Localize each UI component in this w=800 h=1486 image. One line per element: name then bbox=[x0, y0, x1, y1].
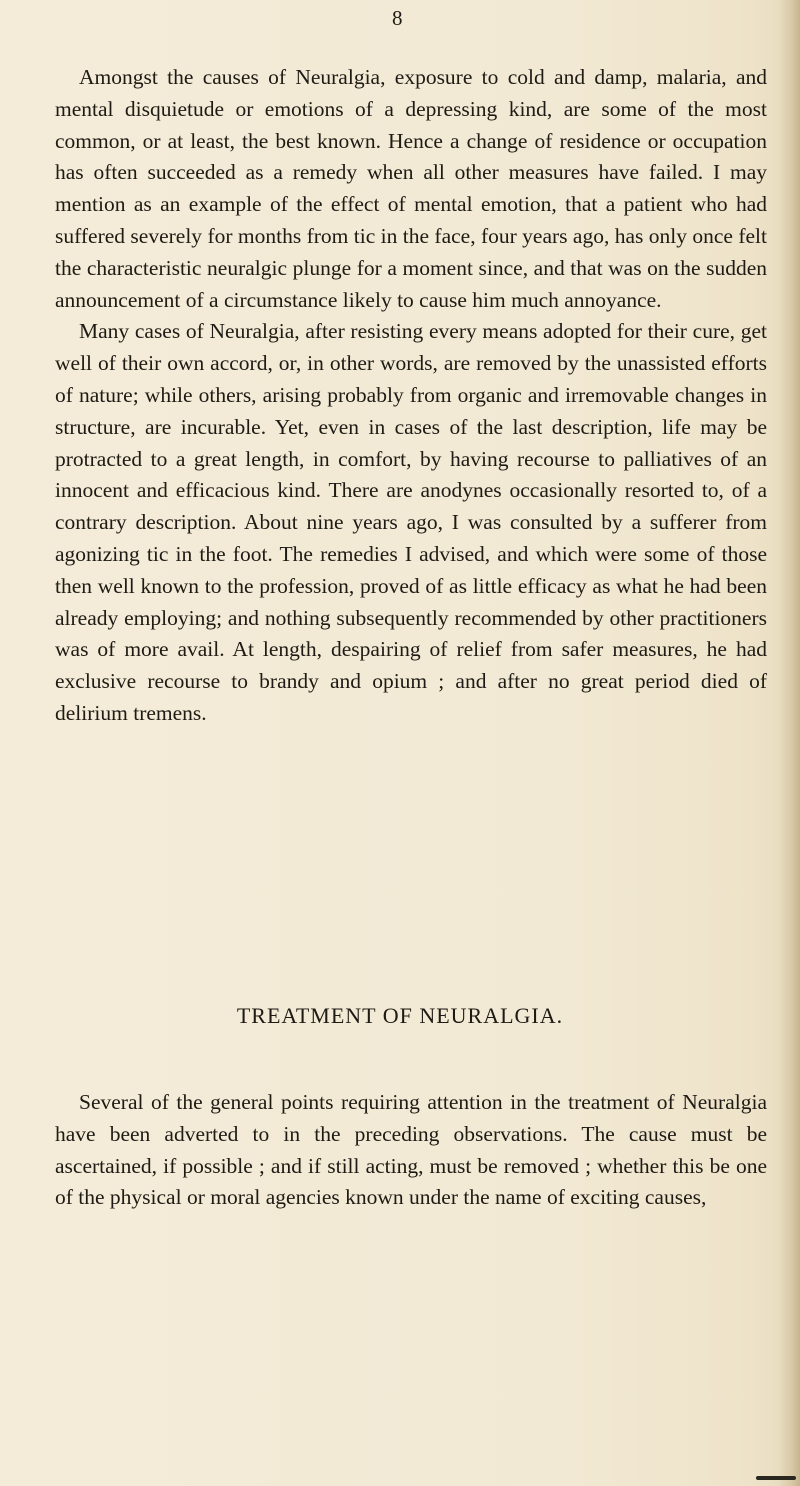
paragraph-treatment: Several of the general points requiring attention in the treatment of Neuralgia have been adverted to in the preceding observations. The cause must be ascertained, if possible ; and if still acting, must be removed ; whether this be one of the physical or moral agencies known under the name of exciting causes, bbox=[55, 1090, 767, 1210]
paragraph-cases: Many cases of Neuralgia, after resisting every means adopted for their cure, get well of their own accord, or, in other words, are removed by the unassisted efforts of nature; while others, arising probably from organic and irremovable changes in structure, are incurable. Yet, even in cases of the last description, life may be protracted to a great length, in comfort, by having recourse to palliatives of an innocent and efficacious kind. There are anodynes occasionally resorted to, of a contrary description. About nine years ago, I was consulted by a sufferer from agonizing tic in the foot. The remedies I advised, and which were some of those then well known to the profession, proved of as little efficacy as what he had been already employing; and nothing subsequently recommended by other practitioners was of more avail. At length, despairing of relief from safer measures, he had exclusive recourse to brandy and opium ; and after no great period died of delirium tremens. bbox=[55, 319, 767, 725]
paragraph-causes: Amongst the causes of Neuralgia, exposure to cold and damp, malaria, and mental disquietude or emotions of a depressing kind, are some of the most common, or at least, the best known. Hence a change of residence or occupation has often succeeded as a remedy when all other measures have failed. I may mention as an example of the effect of mental emotion, that a patient who had suffered severely for months from tic in the face, four years ago, has only once felt the characteristic neuralgic plunge for a moment since, and that was on the sudden announcement of a circumstance likely to cause him much annoyance. bbox=[55, 65, 767, 312]
corner-mark bbox=[756, 1476, 796, 1480]
section-heading: TREATMENT OF NEURALGIA. bbox=[236, 1003, 564, 1028]
body-text-top bbox=[55, 62, 767, 730]
page-number: 8 bbox=[392, 6, 403, 30]
body-text-bottom bbox=[55, 1087, 767, 1214]
page-edge-shadow bbox=[778, 0, 800, 1486]
